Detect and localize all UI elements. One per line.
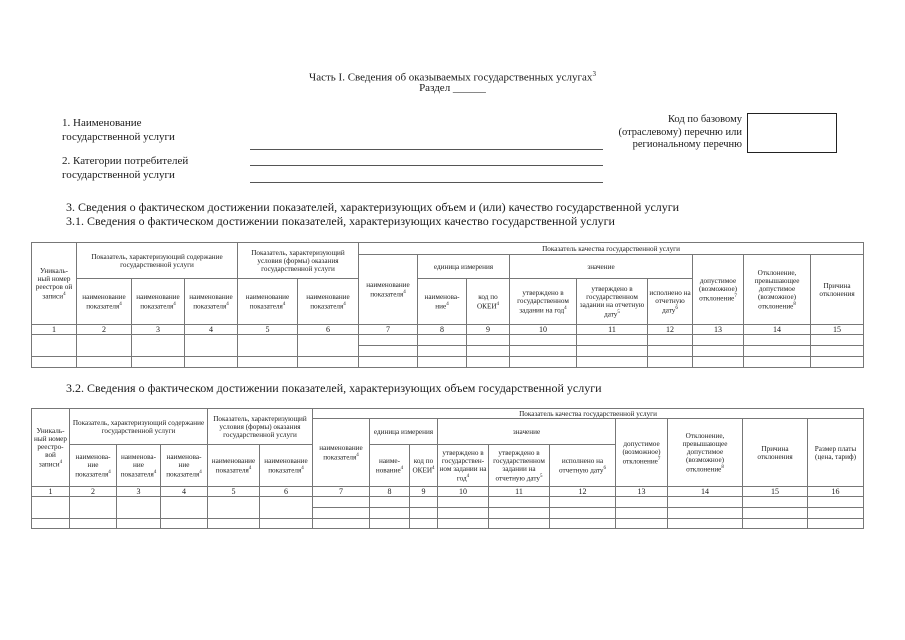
condition-name-1: наименование показателя$^4$ [208,445,260,487]
condition-name-2: наименование показателя$^4$ [260,445,313,487]
approved-date-header: утверждено в государственном задании на отчетную дату$^5$ [577,279,648,325]
table-row [32,497,864,508]
column-numbers-row: 1 2 3 4 5 6 7 8 9 10 11 12 13 14 15 [32,325,864,335]
content-name-2: наименование показателя$^4$ [132,279,185,325]
heading-3-2: 3.2. Сведения о фактическом достижении показателей, характеризующих объем государственной услуги [66,381,602,395]
condition-name-1: наименование показателя$^4$ [238,279,298,325]
indicator-name-header: наименование показателя$^4$ [313,419,370,487]
exceed-deviation-header: Отклонение, превышающее допустимое (возможное) отклонение$^8$ [668,419,743,487]
section-label: Раздел ______ [419,82,486,94]
value-header: значение [510,255,693,279]
service-name-label: 1. Наименование государственной услуги [62,117,175,143]
reason-header: Причина отклонения [743,419,808,487]
table-row [32,357,864,368]
fee-header: Размер платы (цена, тариф) [808,419,864,487]
consumer-label: 2. Категории потребителей государственной услуги [62,155,189,181]
value-header: значение [438,419,616,445]
content-name-3: наименова- ние показателя$^4$ [161,445,208,487]
quality-indicator-header: Показатель качества государственной услуги [313,409,864,419]
approved-year-header: утверждено в государственном задании на год$^4$ [510,279,577,325]
content-name-2: наименова- ние показателя$^4$ [117,445,161,487]
content-name-3: наименование показателя$^4$ [185,279,238,325]
okei-header: код по ОКЕИ$^4$ [410,445,438,487]
table-row [32,335,864,346]
approved-year-header: утверждено в государствен- ном задании на год$^4$ [438,445,489,487]
unit-header: единица измерения [418,255,510,279]
done-date-header: исполнено на отчетную дату$^6$ [648,279,693,325]
column-numbers-row: 1 2 3 4 5 6 7 8 9 10 11 12 13 14 15 16 [32,487,864,497]
consumer-line-1 [250,165,603,166]
code-box[interactable] [747,113,837,153]
content-indicator-header: Показатель, характеризующий содержание государственной услуги [77,243,238,279]
reason-header: Причина отклонения [811,255,864,325]
quality-indicator-header: Показатель качества государственной услуги [359,243,864,255]
allowed-deviation-header: допустимое (возможное) отклонение$^7$ [693,255,744,325]
approved-date-header: утверждено в государственном задании на отчетную дату$^5$ [489,445,550,487]
heading-3: 3. Сведения о фактическом достижении показателей, характеризующих объем и (или) качество государственной услуги [66,200,680,214]
service-name-line [250,149,603,150]
consumer-line-2 [250,182,603,183]
volume-table [31,408,864,529]
unique-record-header: Уникаль- ный номер реестро- вой записи$^4$ [32,409,70,487]
exceed-deviation-header: Отклонение, превышающее допустимое (возможное) отклонение$^8$ [744,255,811,325]
condition-name-2: наименование показателя$^4$ [298,279,359,325]
unique-record-header: Уникаль- ный номер реестров ой записи$^4$ [32,243,77,325]
allowed-deviation-header: допустимое (возможное) отклонение$^7$ [616,419,668,487]
unit-name-header: наиме- нование$^4$ [370,445,410,487]
table-row [32,519,864,529]
part-title: Часть I. Сведения об оказываемых государственных услугах$^3$ [309,70,596,84]
quality-table [31,242,864,368]
unit-name-header: наименова- ние$^4$ [418,279,467,325]
indicator-name-header: наименование показателя$^4$ [359,255,418,325]
unit-header: единица измерения [370,419,438,445]
content-indicator-header: Показатель, характеризующий содержание государственной услуги [70,409,208,445]
okei-header: код по ОКЕИ$^4$ [467,279,510,325]
done-date-header: исполнено на отчетную дату$^6$ [550,445,616,487]
content-name-1: наименова- ние показателя$^4$ [70,445,117,487]
heading-3-1: 3.1. Сведения о фактическом достижении показателей, характеризующих качество государственной услуги [66,214,615,228]
condition-indicator-header: Показатель, характеризующий условия (формы) оказания государственной услуги [238,243,359,279]
content-name-1: наименование показателя$^4$ [77,279,132,325]
code-label: Код по базовому (отраслевому) перечню или региональному перечню [618,114,742,150]
condition-indicator-header: Показатель, характеризующий условия (формы) оказания государственной услуги [208,409,313,445]
